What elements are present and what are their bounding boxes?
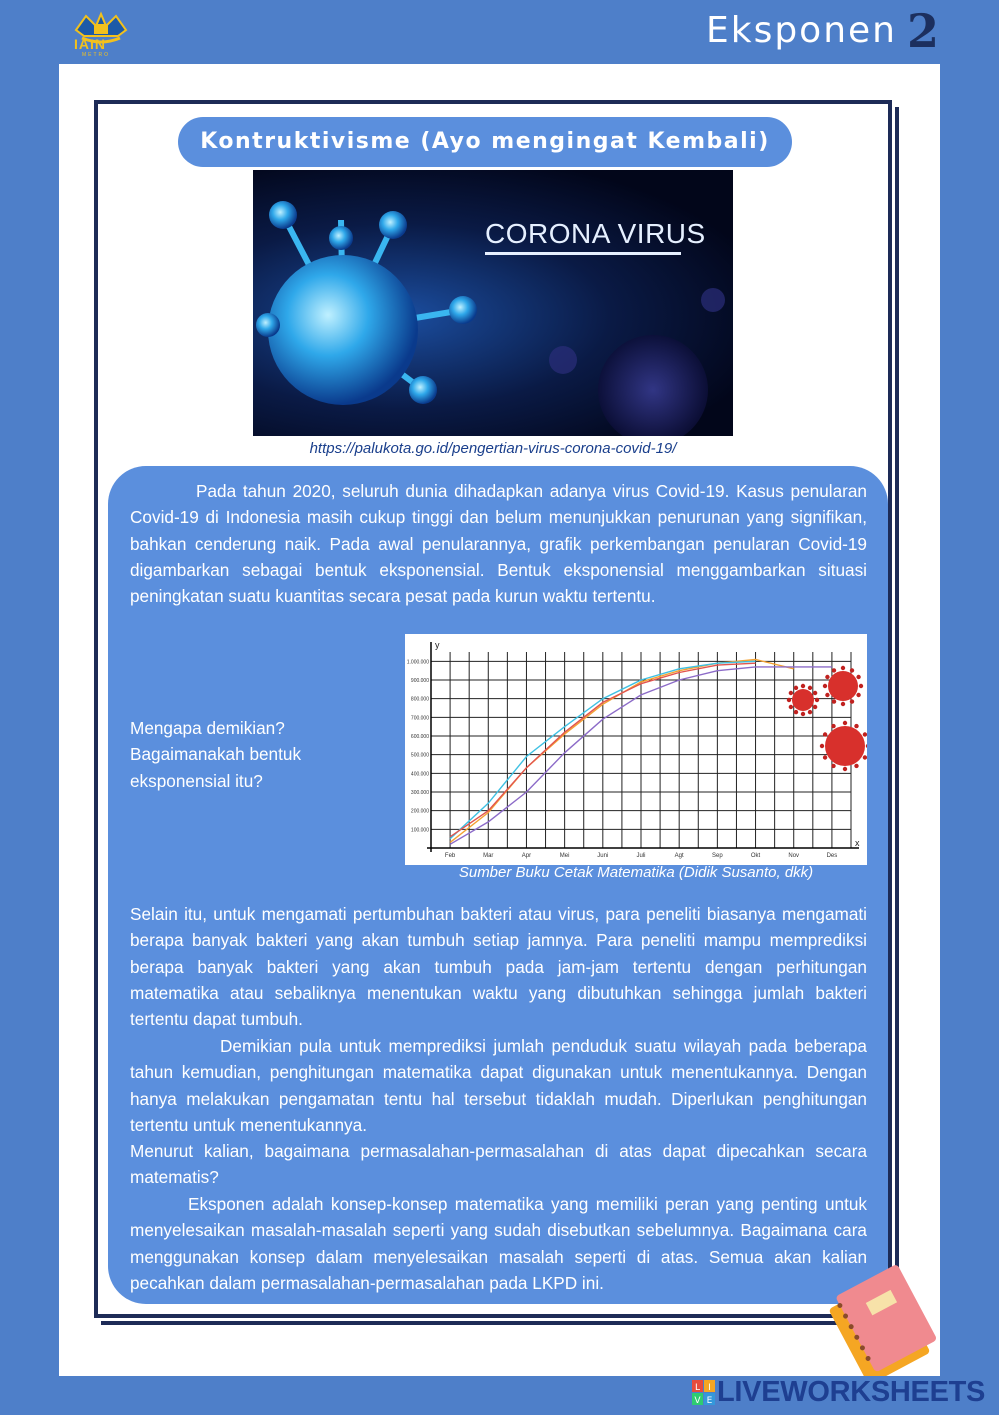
virus-spike [841,666,845,670]
liveworksheets-badge-icon [692,1378,716,1408]
y-tick-label: 200.000 [410,808,429,815]
virus-spike [801,684,805,688]
badge-letter: L [694,1383,701,1393]
virus-spike [866,744,867,748]
virus-spike [801,712,805,716]
x-tick-label: Des [826,853,838,859]
virus-spike [831,764,835,768]
x-tick-label: Mei [559,853,570,859]
virus-spike [843,767,847,771]
virus-spike [789,705,793,709]
virus-spike [823,755,827,759]
virus-spike [794,710,798,714]
y-tick-label: 800.000 [410,696,429,703]
x-tick-label: Sep [712,853,723,859]
y-axis-label: y [435,640,440,650]
page-title [706,10,897,51]
x-tick-label: Juni [597,853,609,859]
x-tick-label: Feb [444,853,456,859]
y-tick-label: 1.000.000 [406,659,429,666]
x-tick-label: Agt [674,853,684,859]
virus-spike [823,732,827,736]
virus-spike [820,744,824,748]
x-tick-label: Apr [521,853,532,859]
paragraph-bacteria: Selain itu, untuk mengamati pertumbuhan bakteri atau virus, para peneliti biasanya mengamati berapa banyak bakteri yang akan tumbuh setiap jamnya. Para peneliti mampu memprediksi berapa banyak bakteri yang akan tumbuh pada jam-jam tertentu dengan perhitungan matematika atau sebaliknya menentukan waktu yang dibutuhkan sehingga jumlah bakteri tertentu dapat tumbuh. [130,904,867,1030]
x-tick-label: Mar [483,853,494,859]
virus-glyph-icon [828,671,858,701]
virus-spike [850,668,854,672]
virus-spike [856,693,860,697]
virus-spike [823,684,827,688]
y-tick-label: 600.000 [410,734,429,740]
virus-spike [854,764,858,768]
question-2: Bagaimanakah bentuk eksponensial itu? [130,744,302,791]
virus-spike [813,691,817,695]
virus-glyph-icon [825,726,865,766]
badge-letter: E [706,1396,713,1406]
virus-spike [808,710,812,714]
image-source-link[interactable]: https://palukota.go.id/pengertian-virus-corona-covid-19/ [309,440,677,457]
virus-spike [794,686,798,690]
y-tick-label: 900.000 [410,678,429,684]
y-tick-label: 100.000 [410,827,429,834]
virus-spike [856,675,860,679]
image-headline: CORONA VIRUS [485,218,706,249]
virus-spike [863,732,867,736]
virus-spike [831,724,835,728]
virus-spike [859,684,863,688]
virus-spike [854,724,858,728]
covid-growth-chart [405,634,867,865]
section-title: Kontruktivisme (Ayo mengingat Kembali) [178,117,792,167]
paragraph-closing: Eksponen adalah konsep-konsep matematika yang memiliki peran yang penting untuk menyelesaikan masalah-masalah seperti yang sudah disebutkan sebelumnya. Bagaimana cara menggunakan konsep dalam menyelesaikan masalah seperti di atas. Semua akan kalian pecahkan dalam permasalahan-permasalahan pada LKPD ini. [130,1194,867,1293]
virus-spike [832,668,836,672]
virus-spike [813,705,817,709]
x-axis-label: x [855,838,860,848]
paragraph-intro: Pada tahun 2020, seluruh dunia dihadapkan adanya virus Covid-19. Kasus penularan Covid-19 di Indonesia masih cukup tinggi dan belum menunjukkan penurunan yang signifikan, bahkan cenderung naik. Pada awal penularannya, grafik perkembangan penularan Covid-19 digambarkan sebagai bentuk eksponensial. Bentuk eksponensial menggambarkan situasi peningkatan suatu kuantitas secara pesat pada kurun waktu tertentu. [130,481,867,607]
virus-spike [787,698,791,702]
chart-svg [405,634,867,865]
y-tick-label: 400.000 [410,771,429,778]
badge-letter: V [694,1396,701,1406]
virus-spike [832,699,836,703]
question-1: Mengapa demikian? [130,718,285,738]
page-number: 2 [906,4,939,58]
virus-glyph-icon [792,689,814,711]
virus-spike [841,702,845,706]
chart-caption: Sumber Buku Cetak Matematika (Didik Susanto, dkk) [458,864,814,881]
virus-spike [815,698,819,702]
x-tick-label: Okt [750,853,761,859]
virus-spike [789,691,793,695]
virus-spike [825,675,829,679]
liveworksheets-brand[interactable]: LIVEWORKSHEETS [717,1376,986,1408]
corona-virus-image [253,170,733,436]
y-tick-label: 500.000 [410,752,429,759]
question-block [130,715,390,794]
y-tick-label: 300.000 [410,790,429,796]
badge-letter: I [708,1383,711,1393]
x-tick-label: Juli [636,853,646,859]
paragraph-question: Menurut kalian, bagaimana permasalahan-permasalahan di atas dapat dipecahkan secara matematis? [130,1141,867,1188]
page-header [0,0,999,64]
virus-spike [808,686,812,690]
logo-subtext: METRO [82,52,111,58]
logo-text: IAIN [74,36,106,52]
x-tick-label: Nov [788,853,800,859]
virus-illustration-icon [253,170,733,436]
virus-spike [850,699,854,703]
notebook-icon [826,1262,944,1378]
virus-spike [825,693,829,697]
virus-spike [843,721,847,725]
paragraph-population: Demikian pula untuk memprediksi jumlah penduduk suatu wilayah pada beberapa tahun kemudian, penghitungan matematika dapat digunakan untuk menentukannya. Dengan hanya melakukan pengamatan tentu hal tersebut tidaklah mudah. Diperlukan penghitungan tertentu untuk menentukannya. [130,1036,867,1135]
page-title-word: Eksponen [705,10,897,51]
virus-spike [863,755,867,759]
image-headline-underline [485,252,681,255]
y-tick-label: 700.000 [410,715,429,722]
